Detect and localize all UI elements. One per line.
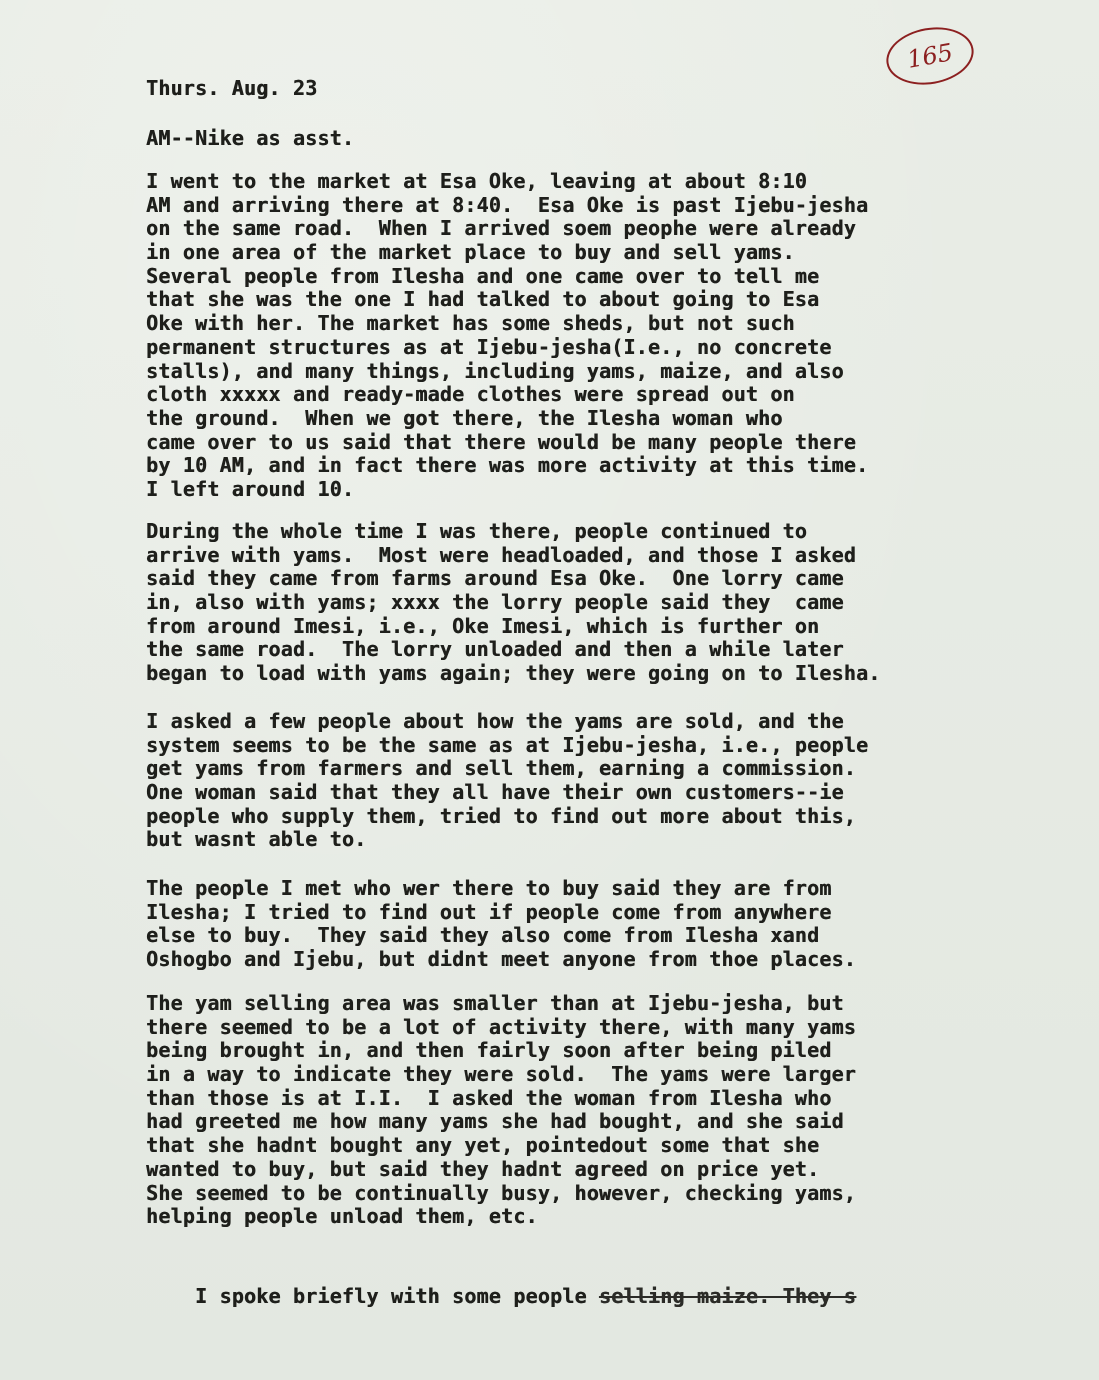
text-line: the same road. The lorry unloaded and then a while later [146,637,844,662]
text-line: Oshogbo and Ijebu, but didnt meet anyone from thoe places. [146,947,856,972]
text-line: I left around 10. [146,476,355,501]
text-line: in one area of the market place to buy and sell yams. [146,240,795,265]
text-line: on the same road. When I arrived soem peophe were already [146,216,856,241]
text-line: said they came from farms around Esa Oke. One lorry came [146,566,844,591]
paragraph-yam-arrivals [146,520,1006,686]
text-line: Ilesha; I tried to find out if people come from anywhere [146,899,832,924]
text-line: that she hadnt bought any yet, pointedout some that she [146,1133,820,1158]
final-line-text: I spoke briefly with some people [194,1284,599,1308]
page-number: 165 [905,38,955,74]
text-line: in a way to indicate they were sold. The yams were larger [146,1062,856,1087]
text-line: During the whole time I was there, people continued to [146,519,808,543]
text-line: I went to the market at Esa Oke, leaving at about 8:10 [146,169,808,193]
paragraph-buyers-origin [146,877,1006,972]
text-line: began to load with yams again; they were going on to Ilesha. [146,661,881,686]
text-line: helping people unload them, etc. [146,1204,538,1229]
paragraph-market-arrival [146,170,1006,502]
text-line: Several people from Ilesha and one came over to tell me [146,263,820,288]
text-line: cloth xxxxx and ready-made clothes were spread out on [146,382,795,407]
text-line: I asked a few people about how the yams are sold, and the [146,709,844,733]
text-line: else to buy. They said they also come from Ilesha xand [146,923,820,948]
text-line: but wasnt able to. [146,827,367,852]
text-line: One woman said that they all have their own customers--ie [146,780,844,805]
text-line: in, also with yams; xxxx the lorry people said they came [146,590,844,615]
final-line [146,1260,1006,1332]
text-line: AM and arriving there at 8:40. Esa Oke is past Ijebu-jesha [146,192,869,217]
text-line: The people I met who wer there to buy said they are from [146,876,832,900]
text-line: came over to us said that there would be many people there [146,429,856,454]
text-line: get yams from farmers and sell them, earning a commission. [146,756,856,781]
text-line: permanent structures as at Ijebu-jesha(I.e., no concrete [146,334,832,359]
text-line: by 10 AM, and in fact there was more activity at this time. [146,453,869,478]
text-line: Oke with her. The market has some sheds, but not such [146,311,795,336]
text-line: The yam selling area was smaller than at Ijebu-jesha, but [146,991,844,1015]
text-line: that she was the one I had talked to about going to Esa [146,287,820,312]
text-line: there seemed to be a lot of activity there, with many yams [146,1014,856,1039]
paragraph-selling-system [146,710,1006,852]
text-line: arrive with yams. Most were headloaded, and those I asked [146,542,856,567]
struck-text: selling maize. They s [598,1284,856,1308]
text-line: the ground. When we got there, the Ilesha woman who [146,405,783,430]
paragraph-yam-area [146,992,1006,1229]
text-line: people who supply them, tried to find out more about this, [146,803,856,828]
text-line: system seems to be the same as at Ijebu-jesha, i.e., people [146,732,869,757]
text-line: being brought in, and then fairly soon after being piled [146,1038,832,1063]
text-line: than those is at I.I. I asked the woman from Ilesha who [146,1085,832,1110]
date-line: Thurs. Aug. 23 [146,76,318,100]
assistant-line: AM--Nike as asst. [146,126,355,150]
text-line: stalls), and many things, including yams, maize, and also [146,358,844,383]
text-line: from around Imesi, i.e., Oke Imesi, which is further on [146,613,820,638]
text-line: wanted to buy, but said they hadnt agreed on price yet. [146,1156,820,1181]
text-line: had greeted me how many yams she had bought, and she said [146,1109,844,1134]
text-line: She seemed to be continually busy, however, checking yams, [146,1180,856,1205]
